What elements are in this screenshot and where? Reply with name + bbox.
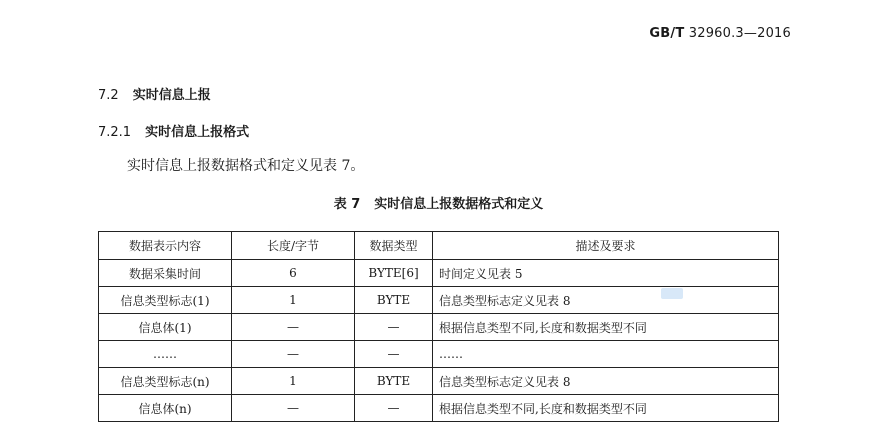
cell-content: 信息类型标志(1) (99, 287, 232, 314)
cell-description: 根据信息类型不同,长度和数据类型不同 (433, 314, 779, 341)
cell-description: 时间定义见表 5 (433, 260, 779, 287)
cell-type: BYTE[6] (355, 260, 433, 287)
cell-type: — (355, 314, 433, 341)
subsection-number: 7.2.1 (98, 125, 132, 140)
cell-length: 1 (232, 368, 355, 395)
cell-content: 数据采集时间 (99, 260, 232, 287)
cell-length: — (232, 395, 355, 422)
table-row (99, 341, 779, 368)
section-heading (98, 84, 211, 103)
body-paragraph: 实时信息上报数据格式和定义见表 7。 (127, 158, 365, 174)
table-row (99, 314, 779, 341)
cell-description: …… (433, 341, 779, 368)
cell-type: BYTE (355, 287, 433, 314)
cell-length: — (232, 341, 355, 368)
cell-description: 根据信息类型不同,长度和数据类型不同 (433, 395, 779, 422)
cell-type: BYTE (355, 368, 433, 395)
standard-identifier (649, 26, 791, 41)
watermark-logo (661, 288, 683, 299)
cell-type: — (355, 395, 433, 422)
cell-content: 信息类型标志(n) (99, 368, 232, 395)
section-title: 实时信息上报 (132, 88, 211, 103)
subsection-heading (98, 121, 249, 140)
cell-length: 1 (232, 287, 355, 314)
table-row (99, 260, 779, 287)
cell-length: 6 (232, 260, 355, 287)
cell-type: — (355, 341, 433, 368)
cell-description: 信息类型标志定义见表 8 (433, 368, 779, 395)
column-header-content: 数据表示内容 (99, 232, 232, 260)
table-caption (0, 193, 877, 212)
cell-content: 信息体(n) (99, 395, 232, 422)
column-header-description: 描述及要求 (433, 232, 779, 260)
cell-description: 信息类型标志定义见表 8 (433, 287, 779, 314)
table-row (99, 368, 779, 395)
table-row (99, 395, 779, 422)
cell-length: — (232, 314, 355, 341)
standard-prefix: GB/T (649, 26, 685, 41)
cell-content: …… (99, 341, 232, 368)
table-number: 表 7 (333, 197, 361, 212)
standard-number: 32960.3—2016 (688, 26, 791, 41)
table-header-row (99, 232, 779, 260)
column-header-length: 长度/字节 (232, 232, 355, 260)
data-format-table (98, 231, 779, 422)
subsection-title: 实时信息上报格式 (145, 125, 250, 140)
section-number: 7.2 (98, 88, 119, 103)
column-header-type: 数据类型 (355, 232, 433, 260)
cell-content: 信息体(1) (99, 314, 232, 341)
table-title: 实时信息上报数据格式和定义 (374, 197, 544, 212)
